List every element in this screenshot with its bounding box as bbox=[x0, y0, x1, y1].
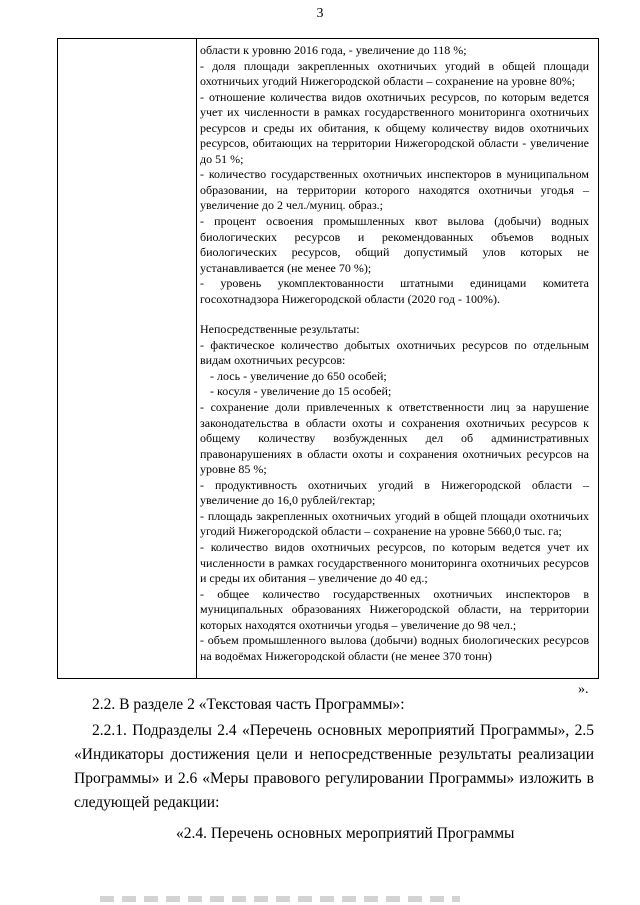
indicator-line: - уровень укомплектованности штатными единицами комитета госохотнадзора Нижегородской области (2020 год - 100%). bbox=[200, 276, 589, 306]
closing-quote-mark: ». bbox=[578, 682, 589, 697]
indicator-line: - количество государственных охотничьих инспекторов в муниципальном образовании, на территории которого находятся охотничьи угодья – увеличение до 2 чел./муниц. образ.; bbox=[200, 167, 589, 213]
results-table-cell bbox=[200, 43, 589, 664]
indicator-line: - процент освоения промышленных квот вылова (добычи) водных биологических ресурсов и рекомендованных объемов водных биологических ресурсов, общий допустимый улов которых не устанавливается (не менее 70 %); bbox=[200, 214, 589, 275]
paragraph-2-2-1: 2.2.1. Подразделы 2.4 «Перечень основных мероприятий Программы», 2.5 «Индикаторы достижения цели и непосредственные результаты реализации Программы» и 2.6 «Меры правового регулировании Программы» изложить в следующей редакции: bbox=[74, 722, 594, 811]
indicator-line: - отношение количества видов охотничьих ресурсов, по которым ведется учет их численности в рамках государственного мониторинга охотничьих ресурсов и среды их обитания, к общему количеству видов охотничьих ресурсов, обитающих на территории Нижегородской области - увеличение до 51 %; bbox=[200, 89, 589, 166]
result-line: - фактическое количество добытых охотничьих ресурсов по отдельным видам охотничьих ресурсов: bbox=[200, 337, 589, 368]
next-page-bleed bbox=[100, 896, 460, 902]
result-line: - площадь закрепленных охотничьих угодий в общей площади охотничьих угодий Нижегородской области – сохранение на уровне 5660,0 тыс. га; bbox=[200, 508, 589, 539]
result-line: - общее количество государственных охотничьих инспекторов в муниципальных образованиях Нижегородской области, на территории которых находятся охотничьи угодья – увеличение до 98 чел.; bbox=[200, 586, 589, 632]
species-line: - косуля - увеличение до 15 особей; bbox=[210, 384, 392, 399]
indicator-line: - доля площади закрепленных охотничьих угодий в общей площади охотничьих угодий Нижегородской области – сохранение на уровне 80%; bbox=[200, 58, 589, 89]
table-column-divider bbox=[196, 39, 197, 679]
table-bottom-border bbox=[57, 678, 599, 679]
paragraph-2-2: 2.2. В разделе 2 «Текстовая часть Программы»: bbox=[92, 696, 405, 713]
result-line: - объем промышленного вылова (добычи) водных биологических ресурсов на водоёмах Нижегородской области (не менее 370 тонн) bbox=[200, 633, 589, 663]
result-line: - продуктивность охотничьих угодий в Нижегородской области – увеличение до 16,0 рублей/гектар; bbox=[200, 477, 589, 508]
species-line: - лось - увеличение до 650 особей; bbox=[210, 368, 387, 383]
indicator-line: области к уровню 2016 года, - увеличение до 118 %; bbox=[200, 43, 467, 57]
result-line: - количество видов охотничьих ресурсов, по которым ведется учет их численности в рамках государственного мониторинга охотничьих ресурсов и среды их обитания – увеличение до 40 ед.; bbox=[200, 539, 589, 586]
page-number: 3 bbox=[316, 6, 324, 21]
result-line: - сохранение доли привлеченных к ответственности лиц за нарушение законодательства в области охоты и сохранения охотничьих ресурсов к общему количеству возбужденных дел об административных правонарушениях в области охоты и сохранения охотничьих ресурсов на уровне 85 %; bbox=[200, 400, 589, 477]
direct-results-heading: Непосредственные результаты: bbox=[200, 322, 360, 337]
subsection-heading-2-4: «2.4. Перечень основных мероприятий Программы bbox=[176, 825, 515, 842]
